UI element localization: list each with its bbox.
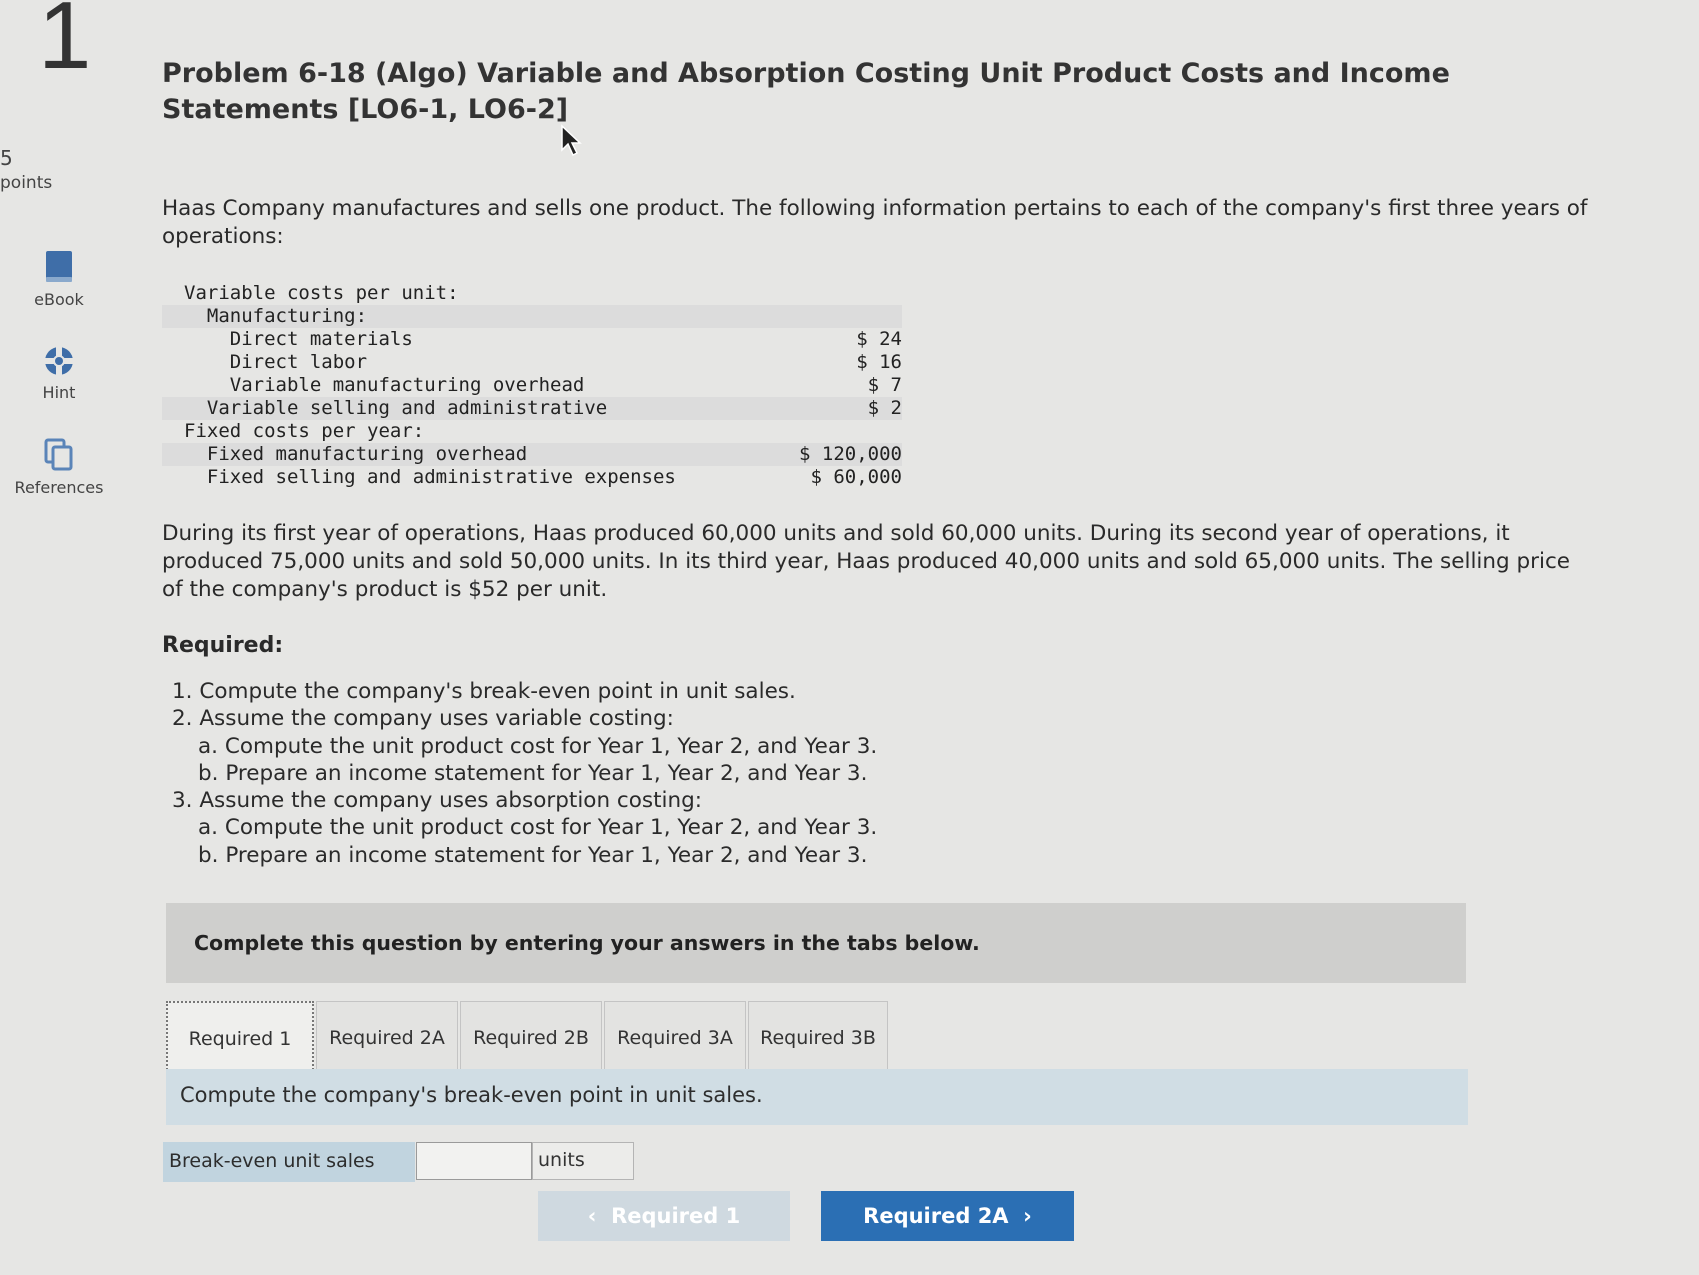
break-even-label: Break-even unit sales (163, 1142, 415, 1182)
cost-row (162, 374, 902, 397)
cost-label: Fixed costs per year: (184, 420, 425, 442)
next-button-label: Required 2A (863, 1204, 1009, 1228)
cost-row (162, 328, 902, 351)
prev-tab-button[interactable] (538, 1191, 790, 1241)
required-list (162, 678, 877, 869)
tab-required-3a[interactable]: Required 3A (604, 1001, 746, 1073)
prev-button-label: Required 1 (611, 1204, 741, 1228)
points-label: points (0, 173, 53, 193)
sidebar-item-references[interactable] (0, 438, 118, 497)
cost-value: $ 2 (867, 397, 902, 419)
cost-value: $ 60,000 (810, 466, 902, 488)
question-number: 1 (38, 0, 92, 89)
cost-row (162, 305, 902, 328)
required-item: 2. Assume the company uses variable costing: (172, 706, 674, 732)
next-tab-button[interactable] (821, 1191, 1074, 1241)
sidebar-item-label: Hint (42, 383, 76, 402)
life-ring-icon (43, 345, 75, 377)
cost-row (162, 420, 902, 443)
cost-value: $ 7 (867, 374, 902, 396)
chevron-left-icon: ‹ (587, 1204, 612, 1228)
cost-row (162, 397, 902, 420)
cost-row (162, 466, 902, 489)
cost-label: Variable manufacturing overhead (184, 374, 585, 396)
operations-text: During its first year of operations, Haas produced 60,000 units and sold 60,000 units. During its second year of operations, it produced 75,000 units and sold 50,000 units. In its third year, Haas produced 40,000 units and sold 65,000 units. The selling price of the company's product is $52 per unit. (162, 521, 1571, 602)
break-even-input[interactable] (416, 1142, 532, 1180)
required-subitem: b. Prepare an income statement for Year 1, Year 2, and Year 3. (198, 842, 868, 868)
cost-value: $ 120,000 (799, 443, 902, 465)
cost-label: Manufacturing: (184, 305, 368, 327)
units-label: units (532, 1142, 634, 1180)
tab-required-1[interactable]: Required 1 (166, 1001, 314, 1077)
copy-icon (43, 438, 75, 472)
cost-value: $ 24 (856, 328, 902, 350)
points-value: 5 (0, 146, 13, 170)
required-heading: Required: (162, 633, 284, 658)
cost-label: Variable selling and administrative (184, 397, 608, 419)
cost-row (162, 443, 902, 466)
cost-label: Fixed selling and administrative expenses (184, 466, 676, 488)
required-subitem: b. Prepare an income statement for Year 1, Year 2, and Year 3. (198, 760, 868, 786)
tab-required-3b[interactable]: Required 3B (748, 1001, 888, 1073)
tab-required-2a[interactable]: Required 2A (316, 1001, 458, 1073)
cost-label: Direct materials (184, 328, 413, 350)
mouse-cursor-icon (560, 124, 584, 158)
problem-title: Problem 6-18 (Algo) Variable and Absorption Costing Unit Product Costs and Income Statements [LO6-1, LO6-2] (162, 58, 1450, 125)
sidebar-item-hint[interactable] (0, 345, 118, 402)
cost-table (162, 282, 902, 489)
cost-label: Variable costs per unit: (184, 282, 459, 304)
required-subitem: a. Compute the unit product cost for Year 1, Year 2, and Year 3. (198, 733, 878, 759)
problem-intro: Haas Company manufactures and sells one product. The following information pertains to each of the company's first three years of operations: (162, 196, 1588, 249)
cost-value: $ 16 (856, 351, 902, 373)
cost-label: Direct labor (184, 351, 368, 373)
cost-row (162, 282, 902, 305)
required-item: 3. Assume the company uses absorption costing: (172, 788, 703, 814)
book-icon (44, 250, 74, 284)
chevron-right-icon: › (1008, 1204, 1032, 1228)
sidebar-item-ebook[interactable] (0, 250, 118, 309)
required-item: 1. Compute the company's break-even point in unit sales. (172, 679, 796, 704)
required-subitem: a. Compute the unit product cost for Year 1, Year 2, and Year 3. (198, 815, 878, 841)
instructions-banner: Complete this question by entering your answers in the tabs below. (166, 903, 1466, 983)
cost-row (162, 351, 902, 374)
tab-instruction: Compute the company's break-even point in unit sales. (166, 1069, 1468, 1125)
sidebar-item-label: eBook (34, 290, 84, 309)
tab-required-2b[interactable]: Required 2B (460, 1001, 602, 1073)
cost-label: Fixed manufacturing overhead (184, 443, 528, 465)
sidebar-item-label: References (14, 478, 104, 497)
